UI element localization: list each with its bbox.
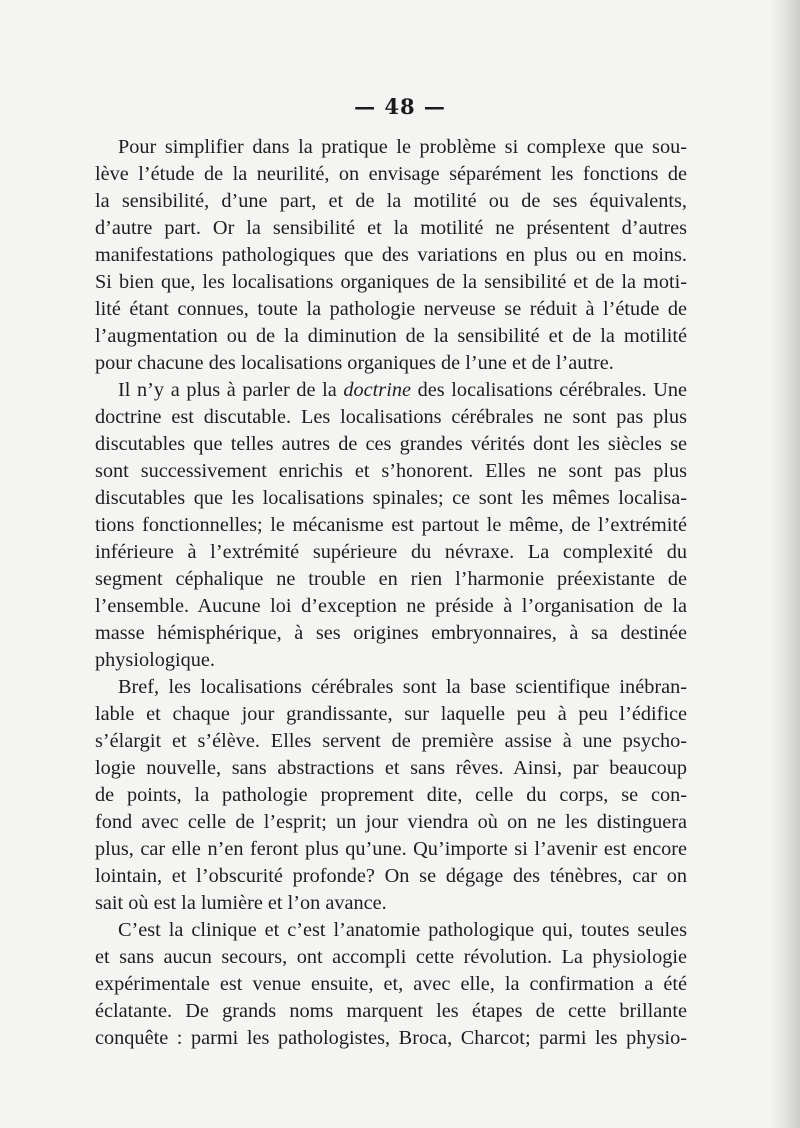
text-line: pour chacune des localisations organiques de l’une et de l’autre.	[95, 352, 614, 374]
text-line: sont successivement enrichis et s’honorent. Elles ne sont pas plus	[95, 460, 687, 482]
text-line: plus, car elle n’en feront plus qu’une. Qu’importe si l’avenir est encore	[95, 838, 687, 860]
text-line: s’élargit et s’élève. Elles servent de première assise à une psycho-	[95, 730, 687, 752]
text-line: lève l’étude de la neurilité, on envisage séparément les fonctions de	[95, 163, 687, 185]
text-line	[95, 377, 687, 404]
text-line: discutables que les localisations spinales; ce sont les mêmes localisa-	[95, 487, 687, 509]
text-line: et sans aucun secours, ont accompli cette révolution. La physiologie	[95, 946, 687, 968]
text-line: doctrine est discutable. Les localisations cérébrales ne sont pas plus	[95, 406, 687, 428]
text-line: logie nouvelle, sans abstractions et sans rêves. Ainsi, par beaucoup	[95, 757, 687, 779]
text-line: discutables que telles autres de ces grandes vérités dont les siècles se	[95, 433, 687, 455]
text-run: des localisations cérébrales. Une	[410, 379, 687, 401]
text-line: conquête : parmi les pathologistes, Broca, Charcot; parmi les physio-	[95, 1027, 687, 1049]
text-line: l’augmentation ou de la diminution de la sensibilité et de la motilité	[95, 325, 687, 347]
text-line: tions fonctionnelles; le mécanisme est partout le même, de l’extrémité	[95, 514, 687, 536]
text-line: lointain, et l’obscurité profonde? On se dégage des ténèbres, car on	[95, 865, 687, 887]
page-number: — 48 —	[354, 94, 446, 119]
text-line: C’est la clinique et c’est l’anatomie pathologique qui, toutes seules	[118, 919, 687, 941]
text-line: expérimentale est venue ensuite, et, avec elle, la confirmation a été	[95, 973, 687, 995]
text-line: fond avec celle de l’esprit; un jour viendra où on ne les distinguera	[95, 811, 687, 833]
text-line: inférieure à l’extrémité supérieure du névraxe. La complexité du	[95, 541, 687, 563]
text-line: la sensibilité, d’une part, et de la motilité ou de ses équivalents,	[95, 190, 687, 212]
text-line: masse hémisphérique, à ses origines embryonnaires, à sa destinée	[95, 622, 687, 644]
text-line: Bref, les localisations cérébrales sont la base scientifique inébran-	[118, 676, 687, 698]
text-line: physiologique.	[95, 649, 215, 671]
text-line: lité étant connues, toute la pathologie nerveuse se réduit à l’étude de	[95, 298, 687, 320]
text-line: sait où est la lumière et l’on avance.	[95, 892, 387, 914]
text-line: lable et chaque jour grandissante, sur laquelle peu à peu l’édifice	[95, 703, 687, 725]
text-line: l’ensemble. Aucune loi d’exception ne préside à l’organisation de la	[95, 595, 687, 617]
text-line: segment céphalique ne trouble en rien l’harmonie préexistante de	[95, 568, 687, 590]
text-run: Il n’y a plus à parler de la	[118, 379, 344, 401]
text-line: de points, la pathologie proprement dite, celle du corps, se con-	[95, 784, 687, 806]
text-line: d’autre part. Or la sensibilité et la motilité ne présentent d’autres	[95, 217, 687, 239]
page-edge-shadow	[770, 0, 800, 1128]
emphasized-word: doctrine	[343, 379, 411, 401]
text-line: Si bien que, les localisations organiques de la sensibilité et de la moti-	[95, 271, 687, 293]
text-line: éclatante. De grands noms marquent les étapes de cette brillante	[95, 1000, 687, 1022]
body-text	[95, 134, 687, 1052]
text-line: Pour simplifier dans la pratique le problème si complexe que sou-	[118, 136, 687, 158]
text-line: manifestations pathologiques que des variations en plus ou en moins.	[95, 244, 687, 266]
